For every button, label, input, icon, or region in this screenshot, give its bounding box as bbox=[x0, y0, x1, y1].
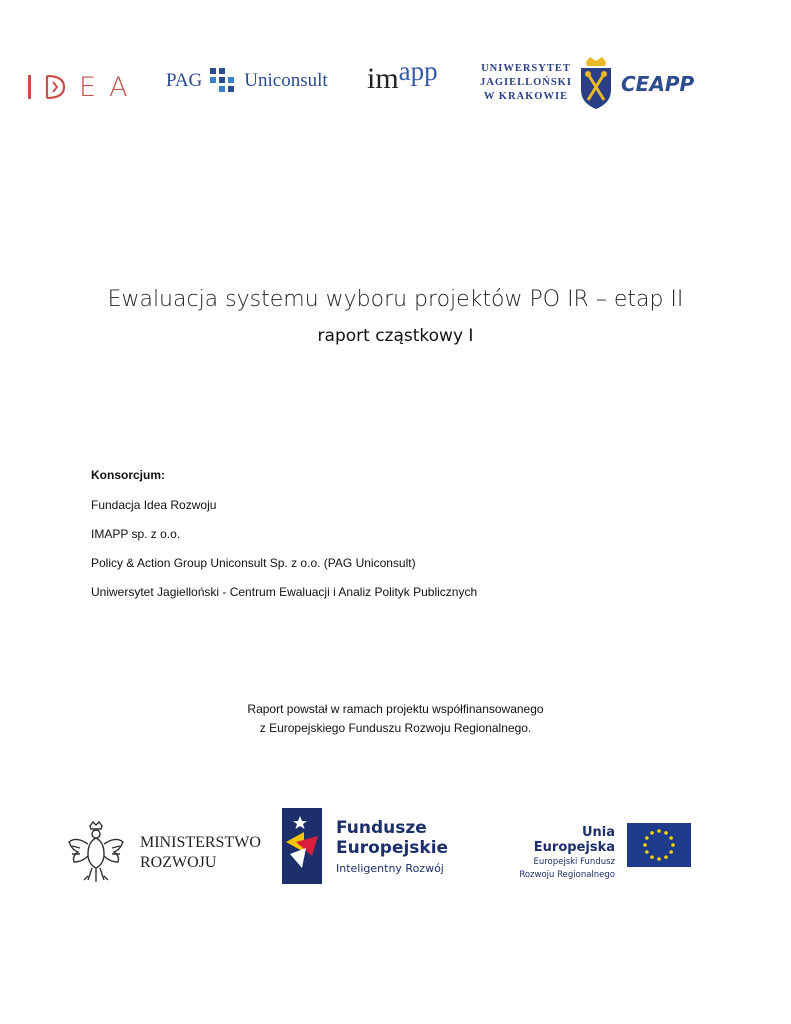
funding-note-line: z Europejskiego Funduszu Rozwoju Regionalnego. bbox=[259, 721, 532, 735]
report-subtitle: raport cząstkowy I bbox=[317, 326, 474, 346]
eu-logo-line: Unia Europejska bbox=[533, 825, 615, 855]
uj-logo-line: W KRAKOWIE bbox=[483, 91, 569, 102]
eu-logo-subline: Europejski Fundusz bbox=[533, 857, 615, 867]
eu-star bbox=[671, 843, 675, 847]
fe-logo-line: Fundusze bbox=[336, 818, 427, 838]
funding-note-line: Raport powstał w ramach projektu współfinansowanego bbox=[247, 702, 544, 716]
eu-logo-subline: Rozwoju Regionalnego bbox=[519, 870, 615, 880]
ceapp-logo-text: CEAPP bbox=[621, 72, 695, 96]
ministry-logo-text bbox=[140, 833, 261, 873]
eu-star bbox=[650, 855, 654, 859]
eu-star bbox=[657, 829, 661, 833]
fe-logo-subline: Inteligentny Rozwój bbox=[336, 862, 444, 875]
consortium-member: Policy & Action Group Uniconsult Sp. z o.o. (PAG Uniconsult) bbox=[91, 556, 416, 570]
eu-star bbox=[645, 836, 649, 840]
uj-logo bbox=[480, 56, 614, 110]
eu-star bbox=[669, 836, 673, 840]
eu-star bbox=[664, 831, 668, 835]
eu-logo-text bbox=[497, 825, 615, 881]
eu-star bbox=[657, 857, 661, 861]
consortium-member: IMAPP sp. z o.o. bbox=[91, 527, 181, 541]
consortium-member: Uniwersytet Jagielloński - Centrum Ewaluacji i Analiz Polityk Publicznych bbox=[91, 585, 478, 599]
fe-logo-line: Europejskie bbox=[336, 838, 449, 858]
eu-star bbox=[643, 843, 647, 847]
consortium-member: Fundacja Idea Rozwoju bbox=[91, 498, 217, 512]
consortium-section bbox=[91, 468, 477, 614]
eu-flag-icon bbox=[627, 823, 691, 867]
uniconsult-logo-text: Uniconsult bbox=[244, 70, 328, 91]
idea-logo-i bbox=[28, 75, 31, 99]
idea-logo-letter-a: A bbox=[109, 71, 128, 103]
ministry-line: ROZWOJU bbox=[140, 854, 217, 871]
idea-logo bbox=[28, 72, 128, 102]
idea-logo-letter-e: E bbox=[79, 71, 97, 103]
ministry-line: MINISTERSTWO bbox=[140, 834, 261, 851]
fundusze-europejskie-logo bbox=[336, 818, 448, 875]
pag-dots-icon bbox=[208, 66, 238, 96]
idea-d-icon bbox=[44, 74, 66, 100]
eu-star bbox=[664, 855, 668, 859]
funding-note bbox=[0, 700, 791, 738]
report-title: Ewaluacja systemu wyboru projektów PO IR – etap II bbox=[107, 287, 684, 312]
imapp-logo-im: im bbox=[367, 62, 399, 95]
eu-star bbox=[650, 831, 654, 835]
ceapp-logo bbox=[621, 72, 694, 96]
imapp-logo bbox=[367, 56, 438, 95]
uj-logo-text bbox=[480, 62, 572, 104]
pag-uniconsult-logo bbox=[166, 66, 328, 96]
uj-logo-line: UNIWERSYTET bbox=[481, 63, 571, 74]
consortium-heading: Konsorcjum: bbox=[91, 468, 166, 482]
fundusze-europejskie-icon bbox=[282, 808, 322, 884]
uj-logo-line: JAGIELLOŃSKI bbox=[480, 77, 572, 88]
pag-logo-text: PAG bbox=[166, 70, 203, 91]
polish-eagle-icon bbox=[66, 820, 126, 884]
eu-star bbox=[645, 850, 649, 854]
imapp-logo-app: app bbox=[398, 56, 438, 86]
eu-star bbox=[669, 850, 673, 854]
uj-crest-icon bbox=[578, 56, 614, 110]
